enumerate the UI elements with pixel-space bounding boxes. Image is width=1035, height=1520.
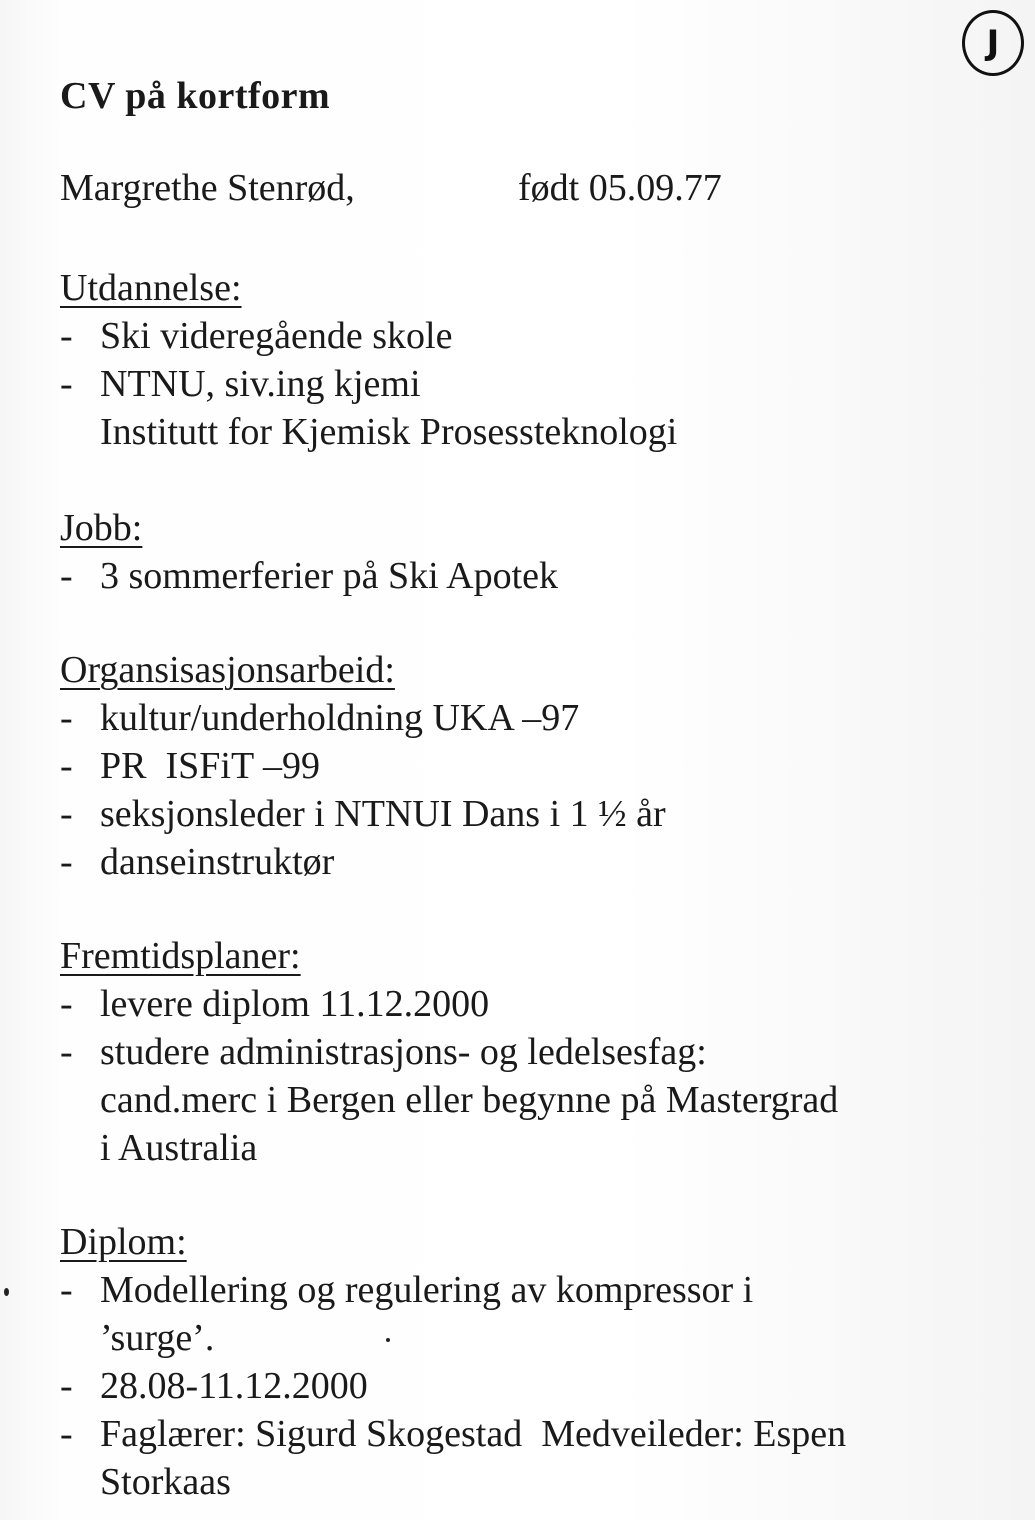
item-text: Faglærer: Sigurd Skogestad Medveileder: Espen: [100, 1413, 847, 1455]
item-text: danseinstruktør: [100, 841, 335, 883]
circled-letter-mark: [962, 10, 1024, 76]
list-item: [60, 696, 579, 740]
heading-plans: Fremtidsplaner:: [60, 935, 301, 977]
list-item: [60, 1364, 368, 1408]
mark-letter: J: [986, 23, 1000, 63]
item-continuation: Storkaas: [100, 1461, 231, 1503]
item-text: seksjonsleder i NTNUI Dans i 1 ½ år: [100, 793, 666, 835]
heading-diploma: Diplom:: [60, 1221, 187, 1263]
bullet-dash: -: [60, 363, 73, 405]
birth-date: født 05.09.77: [518, 167, 722, 209]
item-text: 28.08-11.12.2000: [100, 1365, 368, 1407]
person-name: Margrethe Stenrød,: [60, 167, 355, 209]
scan-speck: [4, 1288, 9, 1296]
item-text: studere administrasjons- og ledelsesfag:: [100, 1031, 707, 1073]
bullet-dash: -: [60, 1031, 73, 1073]
bullet-dash: -: [60, 745, 73, 787]
list-item: [60, 792, 666, 836]
bullet-dash: -: [60, 793, 73, 835]
item-continuation: Institutt for Kjemisk Prosessteknologi: [100, 411, 678, 453]
list-item: [60, 314, 452, 358]
scan-speck: [386, 1338, 390, 1342]
list-item: [60, 554, 558, 598]
item-text: levere diplom 11.12.2000: [100, 983, 490, 1025]
bullet-dash: -: [60, 1413, 73, 1455]
list-item: [60, 1268, 753, 1312]
item-text: NTNU, siv.ing kjemi: [100, 363, 421, 405]
item-text: Ski videregående skole: [100, 315, 453, 357]
item-continuation: cand.merc i Bergen eller begynne på Mastergrad: [100, 1079, 839, 1121]
list-item: [60, 1412, 846, 1456]
list-item: [60, 362, 421, 406]
bullet-dash: -: [60, 315, 73, 357]
list-item: [60, 840, 334, 884]
item-text: Modellering og regulering av kompressor i: [100, 1269, 754, 1311]
item-text: kultur/underholdning UKA –97: [100, 697, 580, 739]
heading-education: Utdannelse:: [60, 267, 242, 309]
bullet-dash: -: [60, 1269, 73, 1311]
bullet-dash: -: [60, 697, 73, 739]
bullet-dash: -: [60, 1365, 73, 1407]
item-continuation: i Australia: [100, 1127, 258, 1169]
item-text: PR ISFiT –99: [100, 745, 320, 787]
list-item: [60, 982, 489, 1026]
list-item: [60, 744, 320, 788]
heading-job: Jobb:: [60, 507, 143, 549]
item-text: 3 sommerferier på Ski Apotek: [100, 555, 559, 597]
heading-organization: Organsisasjonsarbeid:: [60, 649, 395, 691]
item-continuation: ’surge’.: [100, 1317, 215, 1359]
bullet-dash: -: [60, 555, 73, 597]
page-title: CV på kortform: [60, 75, 331, 117]
list-item: [60, 1030, 707, 1074]
bullet-dash: -: [60, 983, 73, 1025]
bullet-dash: -: [60, 841, 73, 883]
